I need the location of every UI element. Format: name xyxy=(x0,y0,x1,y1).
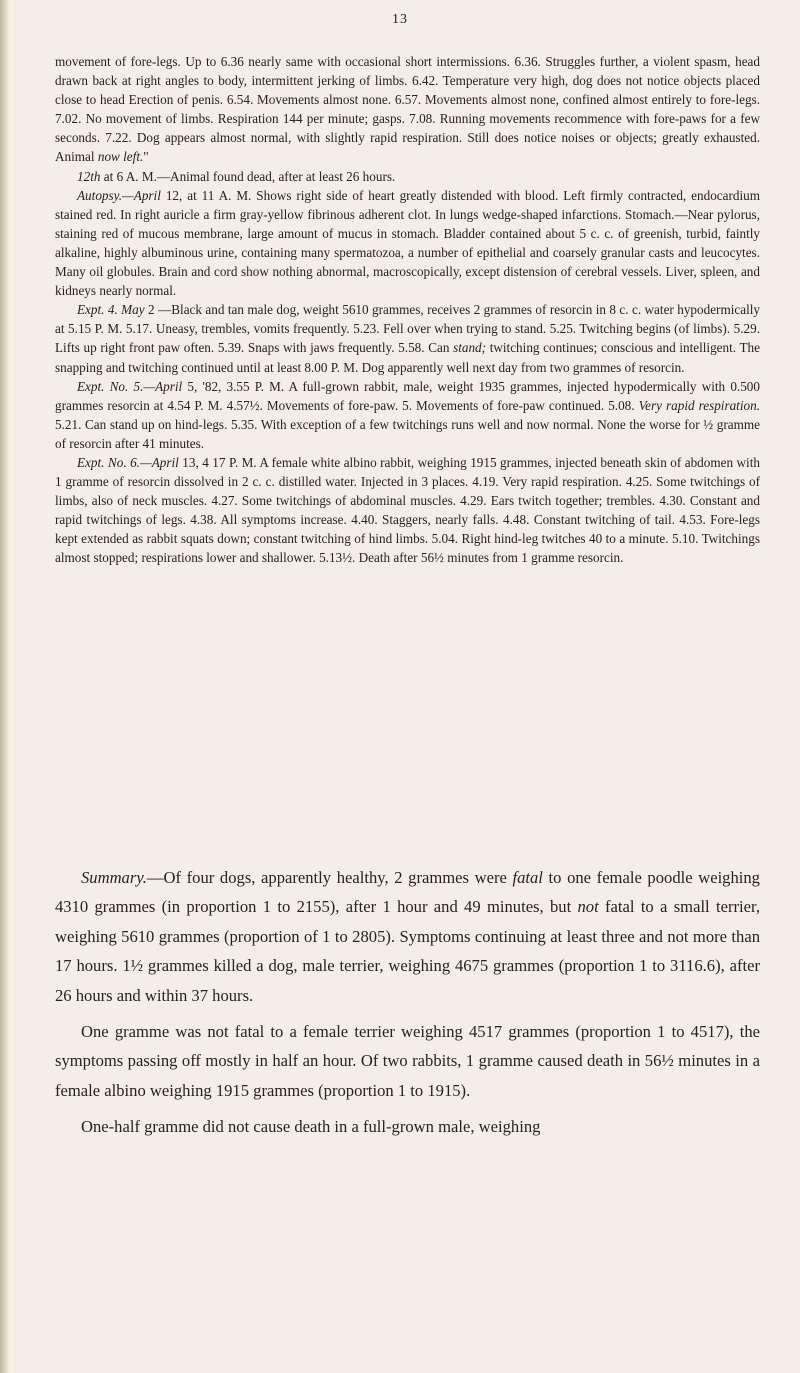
paragraph-tail: " xyxy=(143,149,149,165)
paragraph-text: at 6 A. M.—Animal found dead, after at least 26 hours. xyxy=(100,168,396,184)
paragraph-tail: fatal to a small terrier, weighing 5610 grammes (proportion of 1 to 2805). Symptoms continuing at least three and not more than 17 hours. 1½ grammes killed a dog, male terrier, weighing 4675 grammes (proportion 1 to 3116.6), after 26 hours and within 37 hours. xyxy=(55,897,760,1005)
paragraph-lead: Expt. No. 5.—April xyxy=(77,378,183,394)
paragraph-text: —Of four dogs, apparently healthy, 2 grammes were xyxy=(146,868,513,887)
paragraph-text: 12, at 11 A. M. Shows right side of heart greatly distended with blood. Left firmly contracted, endocardium stained red. In right auricle a firm gray-yellow fibrinous adherent clot. In lungs wedge-shaped infarctions. Stomach.—Near pylorus, staining red of mucous membrane, large amount of mucus in stomach. Bladder contained about 5 c. c. of greenish, turbid, faintly alkaline, highly albuminous urine, containing many spermatozoa, a number of epithelial and coarsely granular casts and leucocytes. Many oil globules. Brain and cord show nothing abnormal, macroscopically, except distension of cerebral vessels. Liver, spleen, and kidneys nearly normal. xyxy=(55,187,760,299)
italic-phrase: Very rapid respiration. xyxy=(638,397,760,413)
notes-section xyxy=(55,52,760,568)
paragraph-text: One gramme was not fatal to a female terrier weighing 4517 grammes (proportion 1 to 4517), the symptoms passing off mostly in half an hour. Of two rabbits, 1 gramme caused death in 56½ minutes in a female albino weighing 1915 grammes (proportion 1 to 1915). xyxy=(55,1022,760,1100)
paragraph-text: 2 —Black and tan male dog, weight 5610 grammes, receives 2 grammes of resorcin in 8 c. c. water hypodermically at 5.15 P. M. 5.17. Uneasy, trembles, vomits frequently. 5.23. Fell over when trying to stand. 5.25. Twitching begins (of limbs). 5.29. Lifts up right front paw often. 5.39. Snaps with jaws frequently. 5.58. Can xyxy=(55,302,760,356)
paragraph-tail: twitching continues; conscious and intelligent. The snapping and twitching continued until at least 8.00 P. M. Dog apparently well next day from two grammes of resorcin. xyxy=(55,340,760,375)
paragraph-autopsy xyxy=(55,186,760,301)
paragraph-summary xyxy=(55,863,760,1010)
paragraph-experiment-6 xyxy=(55,453,760,568)
paragraph-experiment-5 xyxy=(55,377,760,453)
paragraph-tail: to one female poodle weighing 4310 grammes (in proportion 1 to 2155), after 1 hour and 49 minutes, but xyxy=(55,868,760,917)
paragraph-experiment-4 xyxy=(55,300,760,376)
paragraph-tail: 5.21. Can stand up on hind-legs. 5.35. With exception of a few twitchings runs well and now normal. None the worse for ½ gramme of resorcin after 41 minutes. xyxy=(55,416,760,451)
paragraph-text: movement of fore-legs. Up to 6.36 nearly same with occasional short intermissions. 6.36. Struggles further, a violent spasm, head drawn back at right angles to body, intermittent jerking of limbs. 6.42. Temperature very high, dog does not notice objects placed close to head Erection of penis. 6.54. Movements almost none. 6.57. Movements almost none, confined almost entirely to fore-legs. 7.02. No movement of limbs. Respiration 144 per minute; gasps. 7.08. Running movements recommence with fore-paws for a few seconds. 7.22. Dog appears almost normal, with slightly rapid respiration. Still does notice noises or objects; greatly exhausted. Animal xyxy=(55,54,760,165)
paragraph-continuation xyxy=(55,52,760,167)
italic-phrase: not xyxy=(577,897,599,917)
paragraph-lead: Expt. No. 6.—April xyxy=(77,454,179,470)
paragraph-lead: Summary. xyxy=(81,868,147,887)
paragraph-lead: Autopsy.—April xyxy=(77,187,161,203)
paragraph-death-note xyxy=(55,167,760,186)
paragraph-lead: Expt. 4. May xyxy=(77,302,145,318)
italic-phrase: fatal xyxy=(512,868,543,887)
paragraph-text: 13, 4 17 P. M. A female white albino rabbit, weighing 1915 grammes, injected beneath skin of abdomen with 1 gramme of resorcin dissolved in 2 c. c. distilled water. Injected in 3 places. 4.19. Very rapid respiration. 4.25. Some twitchings of limbs, also of neck muscles. 4.27. Some twitchings of abdominal muscles. 4.29. Ears twitch together; trembles. 4.30. Constant and rapid twitchings of legs. 4.38. All symptoms increase. 4.40. Staggers, nearly falls. 4.48. Constant twitching of tail. 4.53. Fore-legs kept extended as rabbit squats down; constant twitching of hind limbs. 5.04. Right hind-leg twitches 40 to a minute. 5.10. Twitchings almost stopped; respirations lower and shallower. 5.13½. Death after 56½ minutes from 1 gramme resorcin. xyxy=(55,454,760,566)
paragraph-text: One-half gramme did not cause death in a full-grown male, weighing xyxy=(81,1117,541,1137)
italic-phrase: stand; xyxy=(453,340,487,356)
page-number: 13 xyxy=(392,12,408,27)
paragraph-one-gramme xyxy=(55,1017,760,1105)
paragraph-half-gramme xyxy=(55,1112,760,1141)
summary-section xyxy=(55,863,760,1149)
italic-phrase: now left. xyxy=(97,149,144,165)
paragraph-text: 5, '82, 3.55 P. M. A full-grown rabbit, male, weight 1935 grammes, injected hypodermically with 0.500 grammes resorcin at 4.54 P. M. 4.57½. Movements of fore-paw. 5. Movements of fore-paw continued. 5.08. xyxy=(55,378,760,413)
paragraph-lead: 12th xyxy=(77,168,101,184)
page-edge xyxy=(0,0,9,1373)
